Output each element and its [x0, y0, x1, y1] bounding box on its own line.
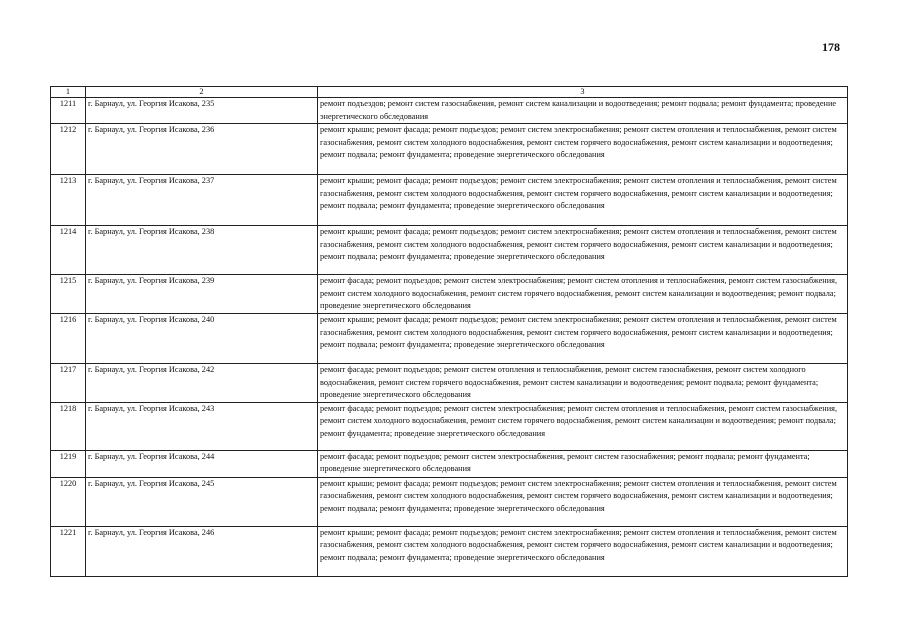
- row-address: г. Барнаул, ул. Георгия Исакова, 243: [86, 402, 318, 450]
- row-address: г. Барнаул, ул. Георгия Исакова, 235: [86, 98, 318, 124]
- column-header-works: 3: [318, 87, 848, 98]
- row-address: г. Барнаул, ул. Георгия Исакова, 238: [86, 226, 318, 275]
- header-row: [51, 87, 848, 98]
- row-address: г. Барнаул, ул. Георгия Исакова, 246: [86, 526, 318, 576]
- row-number: 1212: [51, 124, 86, 175]
- row-number: 1218: [51, 402, 86, 450]
- row-number: 1221: [51, 526, 86, 576]
- row-works: ремонт крыши; ремонт фасада; ремонт подъездов; ремонт систем электроснабжения; ремонт систем отопления и теплоснабжения, ремонт систем газоснабжения, ремонт систем холодного водоснабжения, ремонт систем горячего водоснабжения, ремонт систем канализации и водоотведения; ремонт подвала; ремонт фундамента; проведение энергетического обследования: [318, 477, 848, 526]
- table-row: [51, 275, 848, 314]
- row-number: 1216: [51, 313, 86, 363]
- table-row: [51, 98, 848, 124]
- row-address: г. Барнаул, ул. Георгия Исакова, 239: [86, 275, 318, 314]
- table-row: [51, 402, 848, 450]
- row-works: ремонт подъездов; ремонт систем газоснабжения, ремонт систем канализации и водоотведения; ремонт подвала; ремонт фундамента; проведение энергетического обследования: [318, 98, 848, 124]
- table-row: [51, 450, 848, 477]
- row-address: г. Барнаул, ул. Георгия Исакова, 245: [86, 477, 318, 526]
- row-number: 1213: [51, 175, 86, 226]
- registry-table: [50, 86, 848, 577]
- table-row: [51, 526, 848, 576]
- row-address: г. Барнаул, ул. Георгия Исакова, 244: [86, 450, 318, 477]
- page-number: 178: [822, 40, 840, 54]
- row-works: ремонт крыши; ремонт фасада; ремонт подъездов; ремонт систем электроснабжения; ремонт систем отопления и теплоснабжения, ремонт систем газоснабжения, ремонт систем холодного водоснабжения, ремонт систем горячего водоснабжения, ремонт систем канализации и водоотведения; ремонт подвала; ремонт фундамента; проведение энергетического обследования: [318, 124, 848, 175]
- table-row: [51, 124, 848, 175]
- row-number: 1211: [51, 98, 86, 124]
- row-works: ремонт крыши; ремонт фасада; ремонт подъездов; ремонт систем электроснабжения; ремонт систем отопления и теплоснабжения, ремонт систем газоснабжения, ремонт систем холодного водоснабжения, ремонт систем горячего водоснабжения, ремонт систем канализации и водоотведения; ремонт подвала; ремонт фундамента; проведение энергетического обследования: [318, 526, 848, 576]
- column-header-address: 2: [86, 87, 318, 98]
- row-address: г. Барнаул, ул. Георгия Исакова, 240: [86, 313, 318, 363]
- row-address: г. Барнаул, ул. Георгия Исакова, 237: [86, 175, 318, 226]
- row-number: 1220: [51, 477, 86, 526]
- table-row: [51, 477, 848, 526]
- row-works: ремонт фасада; ремонт подъездов; ремонт систем электроснабжения, ремонт систем газоснабжения; ремонт подвала; ремонт фундамента; проведение энергетического обследования: [318, 450, 848, 477]
- table-row: [51, 175, 848, 226]
- row-number: 1214: [51, 226, 86, 275]
- row-number: 1219: [51, 450, 86, 477]
- table-row: [51, 226, 848, 275]
- row-works: ремонт крыши; ремонт фасада; ремонт подъездов; ремонт систем электроснабжения; ремонт систем отопления и теплоснабжения, ремонт систем газоснабжения, ремонт систем холодного водоснабжения, ремонт систем горячего водоснабжения, ремонт систем канализации и водоотведения; ремонт подвала; ремонт фундамента; проведение энергетического обследования: [318, 226, 848, 275]
- row-works: ремонт крыши; ремонт фасада; ремонт подъездов; ремонт систем электроснабжения; ремонт систем отопления и теплоснабжения, ремонт систем газоснабжения, ремонт систем холодного водоснабжения, ремонт систем горячего водоснабжения, ремонт систем канализации и водоотведения; ремонт подвала; ремонт фундамента; проведение энергетического обследования: [318, 313, 848, 363]
- row-works: ремонт крыши; ремонт фасада; ремонт подъездов; ремонт систем электроснабжения; ремонт систем отопления и теплоснабжения, ремонт систем газоснабжения, ремонт систем холодного водоснабжения, ремонт систем горячего водоснабжения, ремонт систем канализации и водоотведения; ремонт подвала; ремонт фундамента; проведение энергетического обследования: [318, 175, 848, 226]
- column-header-number: 1: [51, 87, 86, 98]
- row-works: ремонт фасада; ремонт подъездов; ремонт систем электроснабжения; ремонт систем отопления и теплоснабжения, ремонт систем газоснабжения, ремонт систем холодного водоснабжения, ремонт систем горячего водоснабжения, ремонт систем канализации и водоотведения; ремонт подвала; ремонт фундамента; проведение энергетического обследования: [318, 402, 848, 450]
- row-address: г. Барнаул, ул. Георгия Исакова, 236: [86, 124, 318, 175]
- row-address: г. Барнаул, ул. Георгия Исакова, 242: [86, 363, 318, 402]
- row-number: 1217: [51, 363, 86, 402]
- table-row: [51, 313, 848, 363]
- table-row: [51, 363, 848, 402]
- row-works: ремонт фасада; ремонт подъездов; ремонт систем отопления и теплоснабжения, ремонт систем газоснабжения, ремонт систем холодного водоснабжения, ремонт систем горячего водоснабжения, ремонт систем канализации и водоотведения; ремонт подвала; ремонт фундамента; проведение энергетического обследования: [318, 363, 848, 402]
- row-works: ремонт фасада; ремонт подъездов; ремонт систем электроснабжения; ремонт систем отопления и теплоснабжения, ремонт систем газоснабжения, ремонт систем холодного водоснабжения, ремонт систем горячего водоснабжения, ремонт систем канализации и водоотведения; ремонт подвала; проведение энергетического обследования: [318, 275, 848, 314]
- row-number: 1215: [51, 275, 86, 314]
